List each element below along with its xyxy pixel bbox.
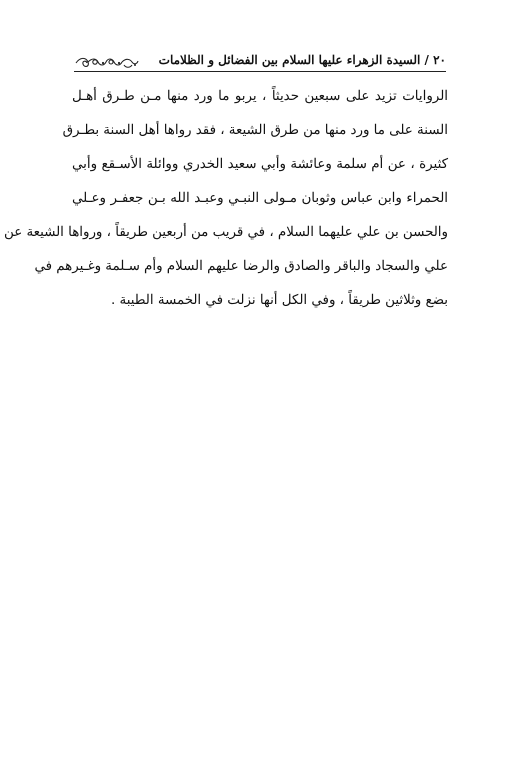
running-header <box>74 50 446 74</box>
text-line: بضع وثلاثين طريقاً ، وفي الكل أنها نزلت في الخمسة الطيبة . <box>111 293 448 308</box>
header-title: ٢٠ / السيدة الزهراء عليها السلام بين الفضائل و الظلامات <box>158 53 446 67</box>
text-line: والحسن بن علي عليهما السلام ، في قريب من أربعين طريقاً ، ورواها الشيعة عن <box>4 225 448 240</box>
text-line: الروايات تزيد على سبعين حديثاً ، يربو ما ورد منها مـن طـرق أهـل <box>72 89 448 104</box>
floral-ornament-icon <box>74 54 140 70</box>
text-line: علي والسجاد والباقر والصادق والرضا عليهم السلام وأم سـلمة وغـيرهم في <box>34 259 448 274</box>
text-line: السنة على ما ورد منها من طرق الشيعة ، فقد رواها أهل السنة بطـرق <box>62 123 448 138</box>
text-line: كثيرة ، عن أم سلمة وعائشة وأبي سعيد الخدري ووائلة الأسـقع وأبي <box>72 157 448 172</box>
body-paragraph <box>4 80 448 318</box>
header-divider <box>74 71 446 72</box>
text-line: الحمراء وابن عباس وثوبان مـولى النبـي وعبـد الله بـن جعفـر وعـلي <box>72 191 448 206</box>
